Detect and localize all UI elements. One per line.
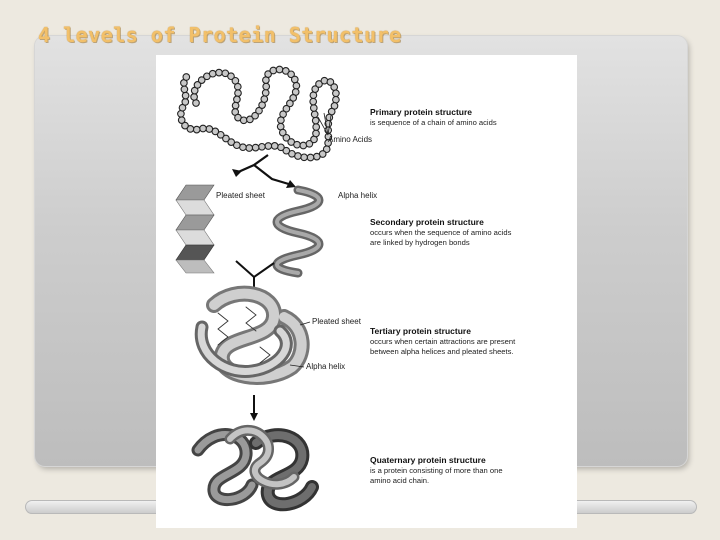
amino-acid-bead [278,144,285,151]
amino-acid-bead [312,117,319,124]
amino-acid-bead [240,117,247,124]
amino-acid-bead [276,66,283,73]
amino-acid-bead [181,86,188,93]
pleated-sheet-shape [176,185,214,273]
amino-acid-bead [301,154,308,161]
secondary-structure-description [370,217,570,248]
amino-acid-bead [263,83,270,90]
primary-structure-line-1: is sequence of a chain of amino acids [370,118,497,127]
quaternary-structure-description [370,455,570,486]
protein-structure-figure [156,55,577,528]
quaternary-structure-line-2: amino acid chain. [370,476,430,485]
amino-acid-bead [182,99,189,106]
amino-acid-bead [310,98,317,105]
quaternary-structure-shape [198,430,312,504]
quaternary-structure-line-1: is a protein consisting of more than one [370,466,503,475]
amino-acid-bead [333,96,340,103]
amino-acid-bead [261,96,268,103]
amino-acid-bead [292,76,299,83]
secondary-structure-line-2: are linked by hydrogen bonds [370,238,470,247]
alpha-helix-label: Alpha helix [338,191,378,200]
tertiary-structure-heading: Tertiary protein structure [370,326,471,336]
amino-acid-bead [278,117,285,124]
amino-acid-bead [271,143,278,150]
tertiary-structure-description [370,326,570,357]
amino-acids-label: Amino Acids [328,135,373,144]
amino-acid-bead [206,126,213,133]
amino-acid-chain [178,66,340,161]
pleated-sheet-label: Pleated sheet [216,191,265,200]
amino-acid-bead [235,83,242,90]
quaternary-structure-heading: Quaternary protein structure [370,455,486,465]
amino-acid-bead [314,153,321,160]
amino-acid-bead [311,105,318,112]
amino-acid-bead [193,126,200,133]
tertiary-structure-line-2: between alpha helices and pleated sheets. [370,347,514,356]
amino-acid-bead [178,117,185,124]
tertiary-structure-line-1: occurs when certain attractions are present [370,337,516,346]
amino-acid-bead [216,69,223,76]
amino-acid-bead [313,130,320,137]
amino-acid-bead [234,96,241,103]
amino-acid-bead [294,141,301,148]
amino-acid-bead [232,102,239,109]
secondary-structure-heading: Secondary protein structure [370,217,484,227]
amino-acid-bead [293,82,300,89]
slide-title: 4 levels of Protein Structure [38,23,402,47]
amino-acid-bead [182,92,189,99]
amino-acid-bead [326,114,333,121]
amino-acid-bead [259,144,266,151]
secondary-structure-line-1: occurs when the sequence of amino acids [370,228,512,237]
amino-acid-bead [265,143,272,150]
amino-acid-bead [307,154,314,161]
amino-acid-bead [311,111,318,118]
amino-acid-bead [246,145,253,152]
amino-acid-bead [333,90,340,97]
amino-acid-bead [191,94,198,101]
branch-arrows-top [236,155,292,185]
primary-structure-description [370,107,570,128]
amino-acid-bead [209,70,216,77]
tertiary-pleated-sheet-label: Pleated sheet [312,317,361,326]
amino-acid-bead [270,67,277,74]
tertiary-structure-shape [201,294,301,377]
amino-acid-bead [235,90,242,97]
amino-acid-bead [331,84,338,91]
amino-acid-bead [262,90,269,97]
amino-acid-bead [252,144,259,151]
amino-acid-bead [313,124,320,131]
tertiary-alpha-helix-label: Alpha helix [306,362,346,371]
down-arrowhead [250,413,258,421]
primary-structure-heading: Primary protein structure [370,107,473,117]
amino-acid-bead [178,111,185,118]
amino-acid-bead [183,74,190,81]
amino-acid-bead [200,125,207,132]
